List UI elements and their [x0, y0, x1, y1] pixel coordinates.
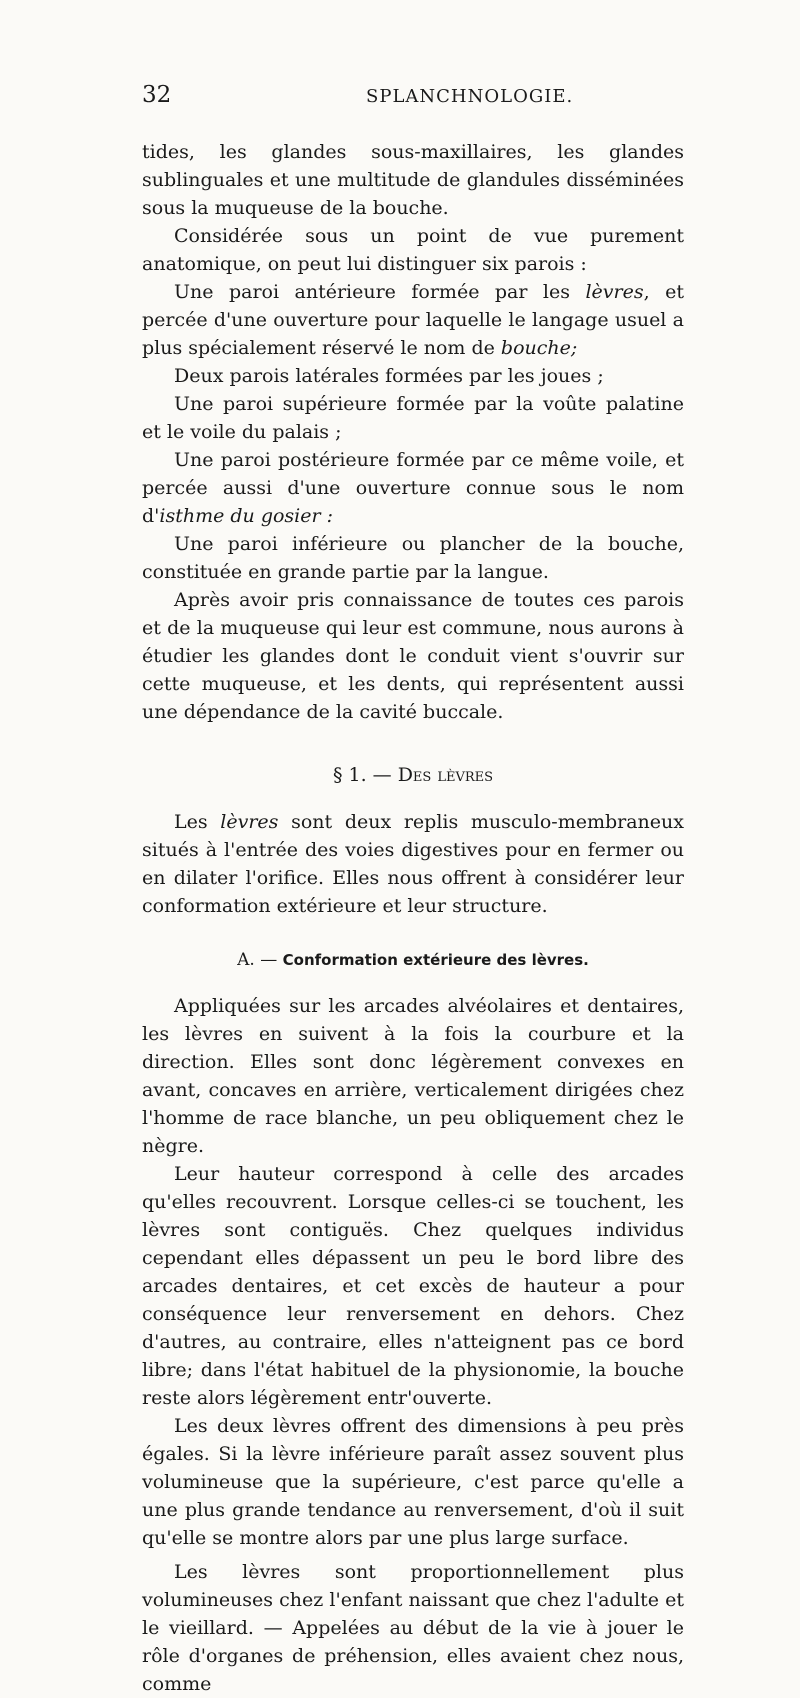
page-body [142, 138, 684, 1698]
paragraph: Les lèvres sont deux replis musculo-membraneux situés à l'entrée des voies digestives pour en fermer ou en dilater l'orifice. Elles nous offrent à considérer leur conformation extérieure et leur structure. [142, 811, 684, 917]
paragraph: Après avoir pris connaissance de toutes ces parois et de la muqueuse qui leur est commune, nous aurons à étudier les glandes dont le conduit vient s'ouvrir sur cette muqueuse, et les dents, qui représentent aussi une dépendance de la cavité buccale. [142, 589, 684, 723]
paragraph: Appliquées sur les arcades alvéolaires et dentaires, les lèvres en suivent à la fois la courbure et la direction. Elles sont donc légèrement convexes en avant, concaves en arrière, verticalement dirigées chez l'homme de race blanche, un peu obliquement chez le nègre. [142, 995, 684, 1157]
paragraph: Les lèvres sont proportionnellement plus volumineuses chez l'enfant naissant que chez l'adulte et le vieillard. — Appelées au début de la vie à jouer le rôle d'organes de préhension, elles avaient chez nous, comme [142, 1561, 684, 1695]
paragraph: Deux parois latérales formées par les joues ; [174, 365, 604, 387]
paragraph: Considérée sous un point de vue purement anatomique, on peut lui distinguer six parois : [142, 225, 684, 275]
paragraph: Une paroi antérieure formée par les lèvres, et percée d'une ouverture pour laquelle le langage usuel a plus spécialement réservé le nom de bouche; [142, 281, 684, 359]
paragraph: Leur hauteur correspond à celle des arcades qu'elles recouvrent. Lorsque celles-ci se touchent, les lèvres sont contiguës. Chez quelques individus cependant elles dépassent un peu le bord libre des arcades dentaires, et cet excès de hauteur a pour conséquence leur renversement en dehors. Chez d'autres, au contraire, elles n'atteignent pas ce bord libre; dans l'état habituel de la physionomie, la bouche reste alors légèrement entr'ouverte. [142, 1163, 684, 1409]
page-number: 32 [142, 82, 172, 108]
paragraph: tides, les glandes sous-maxillaires, les glandes sublinguales et une multitude de glandules disséminées sous la muqueuse de la bouche. [142, 141, 684, 219]
paragraph: Une paroi inférieure ou plancher de la bouche, constituée en grande partie par la langue. [142, 533, 684, 583]
section-heading: § 1. — Des lèvres [332, 764, 494, 786]
running-head: SPLANCHNOLOGIE. [366, 86, 574, 107]
page-header [142, 82, 702, 112]
paragraph: Les deux lèvres offrent des dimensions à peu près égales. Si la lèvre inférieure paraît assez souvent plus volumineuse que la supérieure, c'est parce qu'elle a une plus grande tendance au renversement, d'où il suit qu'elle se montre alors par une plus large surface. [142, 1415, 684, 1549]
paragraph: Une paroi supérieure formée par la voûte palatine et le voile du palais ; [142, 393, 684, 443]
paragraph: Une paroi postérieure formée par ce même voile, et percée aussi d'une ouverture connue sous le nom d'isthme du gosier : [142, 449, 684, 527]
subsection-heading: A. — Conformation extérieure des lèvres. [237, 950, 589, 970]
